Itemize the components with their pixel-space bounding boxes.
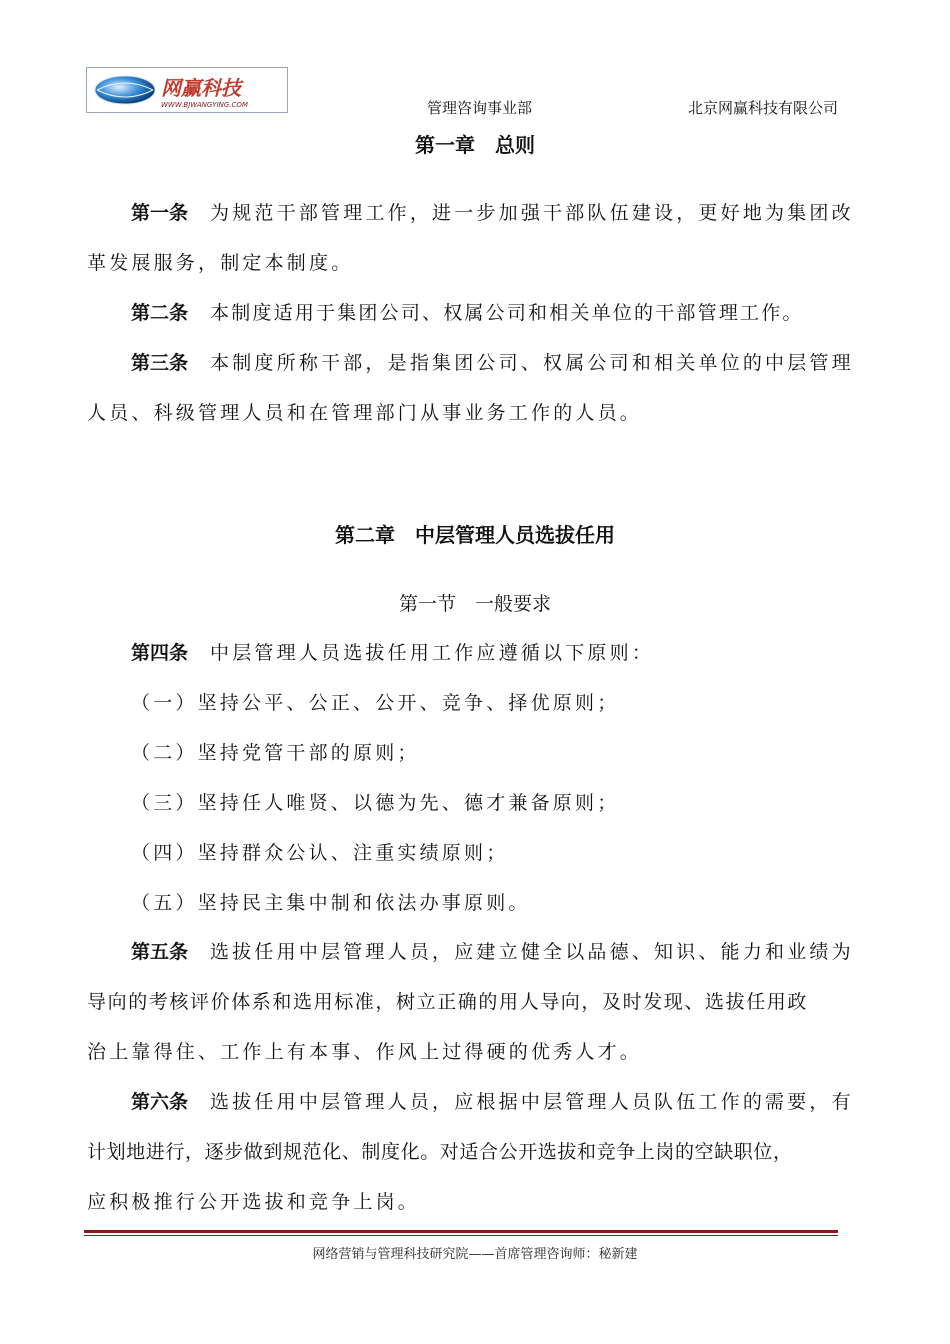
principle-item-1: （一）坚持公平、公正、公开、竞争、择优原则；: [131, 692, 620, 714]
header-department: 管理咨询事业部: [427, 99, 533, 117]
logo-url: WWW.BJWANGYING.COM: [161, 101, 248, 109]
article-1-line-1: [131, 200, 854, 226]
article-1-line-2: 革发展服务，制定本制度。: [87, 252, 354, 274]
article-2-line-1: [131, 300, 804, 326]
principle-item-5: （五）坚持民主集中制和依法办事原则。: [131, 892, 531, 914]
footer-text: 网络营销与管理科技研究院——首席管理咨询师：秘新建: [312, 1247, 638, 1262]
chapter-2-title: 第二章 中层管理人员选拔任用: [335, 523, 615, 547]
company-logo: [86, 67, 288, 113]
footer-rule: [84, 1230, 838, 1233]
article-3-line-1: [131, 350, 854, 376]
section-1-title: 第一节 一般要求: [398, 593, 551, 615]
article-6-line-2: 计划地进行，逐步做到规范化、制度化。对适合公开选拔和竞争上岗的空缺职位，: [87, 1141, 793, 1163]
article-2-number: 第二条: [131, 302, 189, 324]
article-5-number: 第五条: [131, 941, 189, 963]
article-5-text: 选拔任用中层管理人员，应建立健全以品德、知识、能力和业绩为: [210, 941, 854, 963]
article-6-line-1: [131, 1089, 854, 1115]
article-5-line-1: [131, 939, 854, 965]
article-4-text: 中层管理人员选拔任用工作应遵循以下原则：: [210, 642, 655, 664]
chapter-1-title: 第一章 总则: [415, 133, 535, 157]
logo-text: 网赢科技: [161, 76, 241, 100]
principle-item-4: （四）坚持群众公认、注重实绩原则；: [131, 842, 509, 864]
footer-rule-thin: [84, 1235, 838, 1236]
principle-item-3: （三）坚持任人唯贤、以德为先、德才兼备原则；: [131, 792, 620, 814]
article-4-number: 第四条: [131, 642, 189, 664]
principle-item-2: （二）坚持党管干部的原则；: [131, 742, 420, 764]
globe-logo-icon: [87, 68, 287, 112]
article-3-line-2: 人员、科级管理人员和在管理部门从事业务工作的人员。: [87, 402, 643, 424]
article-1-text: 为规范干部管理工作，进一步加强干部队伍建设，更好地为集团改: [210, 202, 854, 224]
article-5-line-3: 治上靠得住、工作上有本事、作风上过得硬的优秀人才。: [87, 1041, 643, 1063]
article-4-line-1: [131, 640, 654, 666]
header-company: 北京网赢科技有限公司: [688, 99, 839, 117]
article-6-line-3: 应积极推行公开选拔和竞争上岗。: [87, 1191, 421, 1213]
article-6-number: 第六条: [131, 1091, 189, 1113]
article-1-number: 第一条: [131, 202, 189, 224]
article-5-line-2: 导向的考核评价体系和选用标准，树立正确的用人导向，及时发现、选拔任用政: [87, 991, 809, 1013]
article-2-text: 本制度适用于集团公司、权属公司和相关单位的干部管理工作。: [210, 302, 804, 324]
article-6-text: 选拔任用中层管理人员，应根据中层管理人员队伍工作的需要，有: [210, 1091, 854, 1113]
article-3-text: 本制度所称干部，是指集团公司、权属公司和相关单位的中层管理: [210, 352, 854, 374]
article-3-number: 第三条: [131, 352, 189, 374]
